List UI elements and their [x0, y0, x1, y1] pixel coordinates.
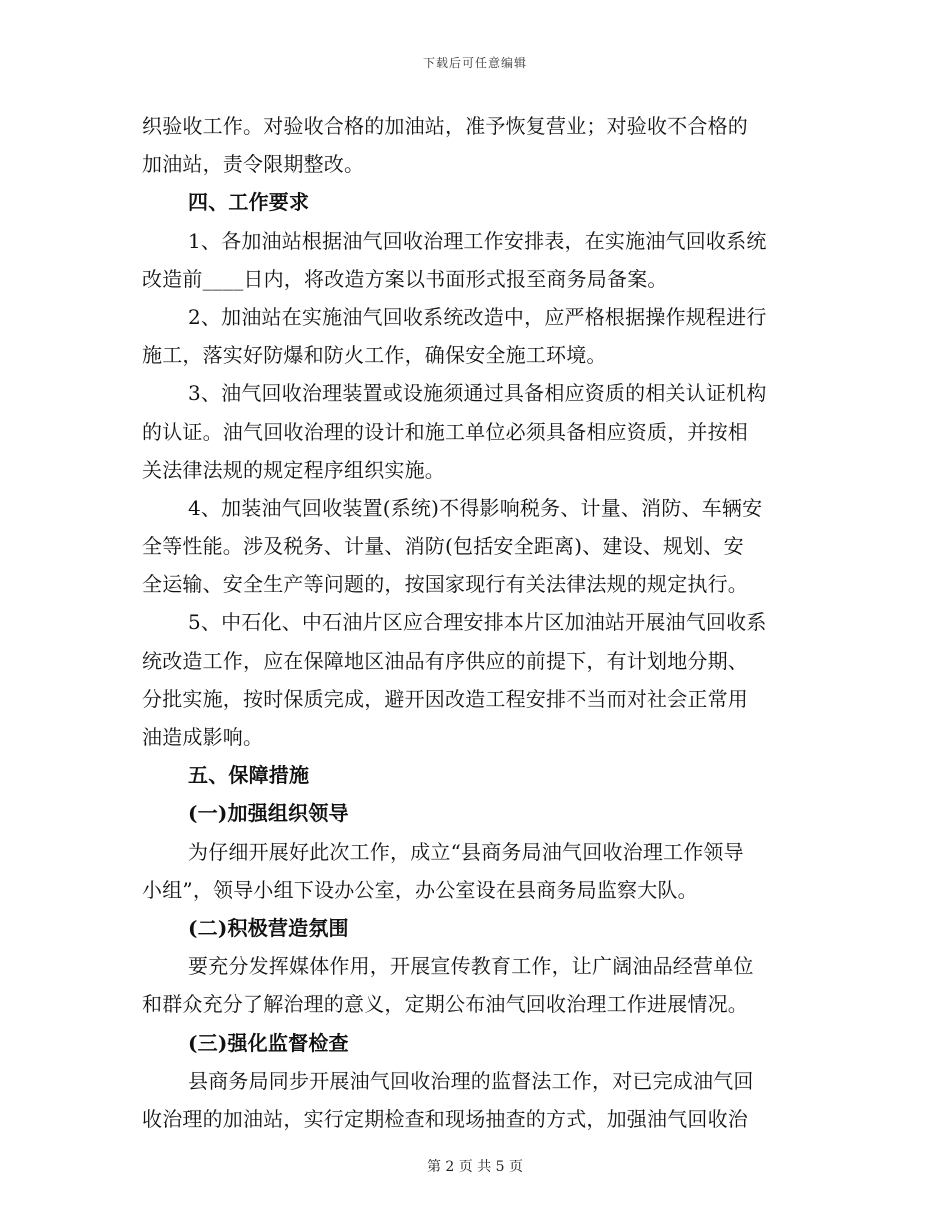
- document-body: [142, 107, 802, 1138]
- subsection-heading: (三)强化监督检查: [188, 1030, 349, 1055]
- text-line: 2、加油站在实施油气回收系统改造中，应严格根据操作规程进行: [188, 304, 767, 329]
- subsection-heading: (二)积极营造氛围: [188, 915, 349, 940]
- text-line: 加油站，责令限期整改。: [142, 152, 365, 177]
- text-line: 施工，落实好防爆和防火工作，确保安全施工环境。: [142, 343, 607, 368]
- text-line: 织验收工作。对验收合格的加油站，准予恢复营业；对验收不合格的: [142, 114, 748, 138]
- text-line: 关法律法规的规定程序组织实施。: [142, 457, 445, 482]
- page-header: 下载后可任意编辑: [422, 56, 527, 70]
- text-line: 1、各加油站根据油气回收治理工作安排表，在实施油气回收系统: [188, 228, 767, 253]
- text-line: 为仔细开展好此次工作，成立“县商务局油气回收治理工作领导: [188, 839, 744, 864]
- text-line: 改造前____日内，将改造方案以书面形式报至商务局备案。: [142, 266, 668, 291]
- text-line: 统改造工作，应在保障地区油品有序供应的前提下，有计划地分期、: [142, 648, 748, 673]
- text-line: 的认证。油气回收治理的设计和施工单位必须具备相应资质，并按相: [142, 419, 748, 444]
- text-line: 和群众充分了解治理的意义，定期公布油气回收治理工作进展情况。: [142, 992, 748, 1017]
- subsection-heading: (一)加强组织领导: [188, 801, 349, 826]
- text-line: 5、中石化、中石油片区应合理安排本片区加油站开展油气回收系: [188, 610, 767, 635]
- text-line: 4、加装油气回收装置(系统)不得影响税务、计量、消防、车辆安: [188, 495, 763, 520]
- text-line: 小组”，领导小组下设办公室，办公室设在县商务局监察大队。: [142, 877, 698, 902]
- text-line: 县商务局同步开展油气回收治理的监督法工作，对已完成油气回: [188, 1068, 754, 1093]
- section-heading: 五、保障措施: [188, 763, 310, 788]
- text-line: 全运输、安全生产等问题的，按国家现行有关法律法规的规定执行。: [142, 572, 748, 597]
- text-line: 要充分发挥媒体作用，开展宣传教育工作，让广阔油品经营单位: [188, 954, 754, 979]
- text-line: 油造成影响。: [142, 725, 264, 749]
- text-line: 收治理的加油站，实行定期检查和现场抽查的方式，加强油气回收治: [142, 1106, 748, 1131]
- text-line: 3、油气回收治理装置或设施须通过具备相应资质的相关认证机构: [188, 381, 767, 406]
- section-heading: 四、工作要求: [188, 190, 310, 215]
- page-footer: 第 2 页 共 5 页: [426, 1159, 524, 1175]
- text-line: 分批实施，按时保质完成，避开因改造工程安排不当而对社会正常用: [142, 686, 748, 711]
- text-line: 全等性能。涉及税务、计量、消防(包括安全距离)、建设、规划、安: [142, 534, 744, 559]
